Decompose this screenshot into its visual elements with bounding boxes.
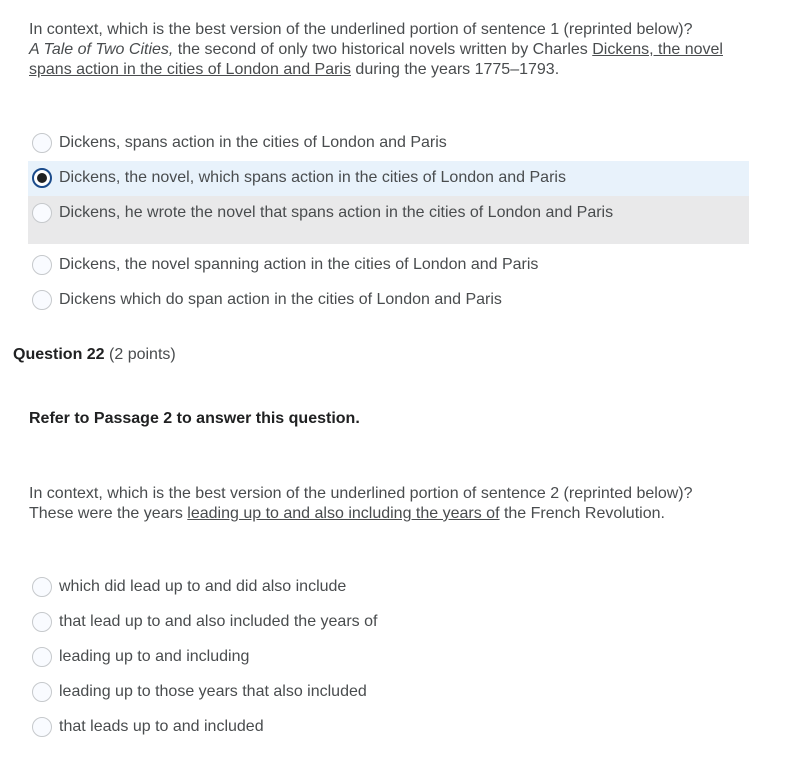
q2-underlined-portion: leading up to and also including the years of (187, 505, 500, 522)
radio-button[interactable] (32, 203, 52, 223)
q1-sentence-pre: the second of only two historical novels written by Charles (173, 41, 593, 58)
q1-option-3[interactable] (28, 196, 749, 244)
q2-option-5[interactable] (28, 710, 749, 745)
option-label: Dickens, the novel spanning action in the cities of London and Paris (59, 256, 539, 273)
option-label: Dickens, he wrote the novel that spans action in the cities of London and Paris (59, 204, 614, 221)
q2-option-1[interactable] (28, 570, 749, 605)
q2-option-3[interactable] (28, 640, 749, 675)
q1-prompt-text: In context, which is the best version of the underlined portion of sentence 1 (reprinted below)? (29, 21, 693, 38)
q2-option-4[interactable] (28, 675, 749, 710)
refer-instruction: Refer to Passage 2 to answer this question. (29, 410, 360, 427)
radio-button-selected[interactable] (32, 168, 52, 188)
question-header (13, 344, 176, 366)
q1-sentence-post: during the years 1775–1793. (350, 61, 560, 78)
q1-option-4[interactable] (28, 248, 749, 283)
radio-button[interactable] (32, 133, 52, 153)
option-label: leading up to and including (59, 648, 250, 665)
option-label: Dickens which do span action in the cities of London and Paris (59, 291, 502, 308)
radio-button[interactable] (32, 682, 52, 702)
option-label: which did lead up to and did also include (59, 578, 347, 595)
q1-option-1[interactable] (28, 126, 749, 161)
option-label: that leads up to and included (59, 718, 264, 735)
radio-button[interactable] (32, 647, 52, 667)
option-label: that lead up to and also included the years of (59, 613, 378, 630)
option-label: leading up to those years that also included (59, 683, 367, 700)
q2-sentence-post: the French Revolution. (499, 505, 665, 522)
q2-prompt-text: In context, which is the best version of the underlined portion of sentence 2 (reprinted below)? (29, 485, 693, 502)
question-title: Question 22 (13, 346, 105, 363)
radio-button[interactable] (32, 612, 52, 632)
q2-prompt (29, 484, 749, 524)
radio-button[interactable] (32, 717, 52, 737)
option-label: Dickens, the novel, which spans action in the cities of London and Paris (59, 169, 566, 186)
q2-option-2[interactable] (28, 605, 749, 640)
q2-sentence-pre: These were the years (29, 505, 188, 522)
radio-button[interactable] (32, 577, 52, 597)
option-label: Dickens, spans action in the cities of London and Paris (59, 134, 447, 151)
radio-button[interactable] (32, 290, 52, 310)
radio-button[interactable] (32, 255, 52, 275)
q1-option-5[interactable] (28, 283, 749, 318)
q1-book-title: A Tale of Two Cities, (29, 41, 174, 58)
q1-prompt (29, 20, 749, 80)
q1-underlined-portion: Dickens, the novel spans action in the cities of London and Paris (29, 41, 723, 78)
q1-option-2[interactable] (28, 161, 749, 196)
question-points: (2 points) (109, 346, 176, 363)
